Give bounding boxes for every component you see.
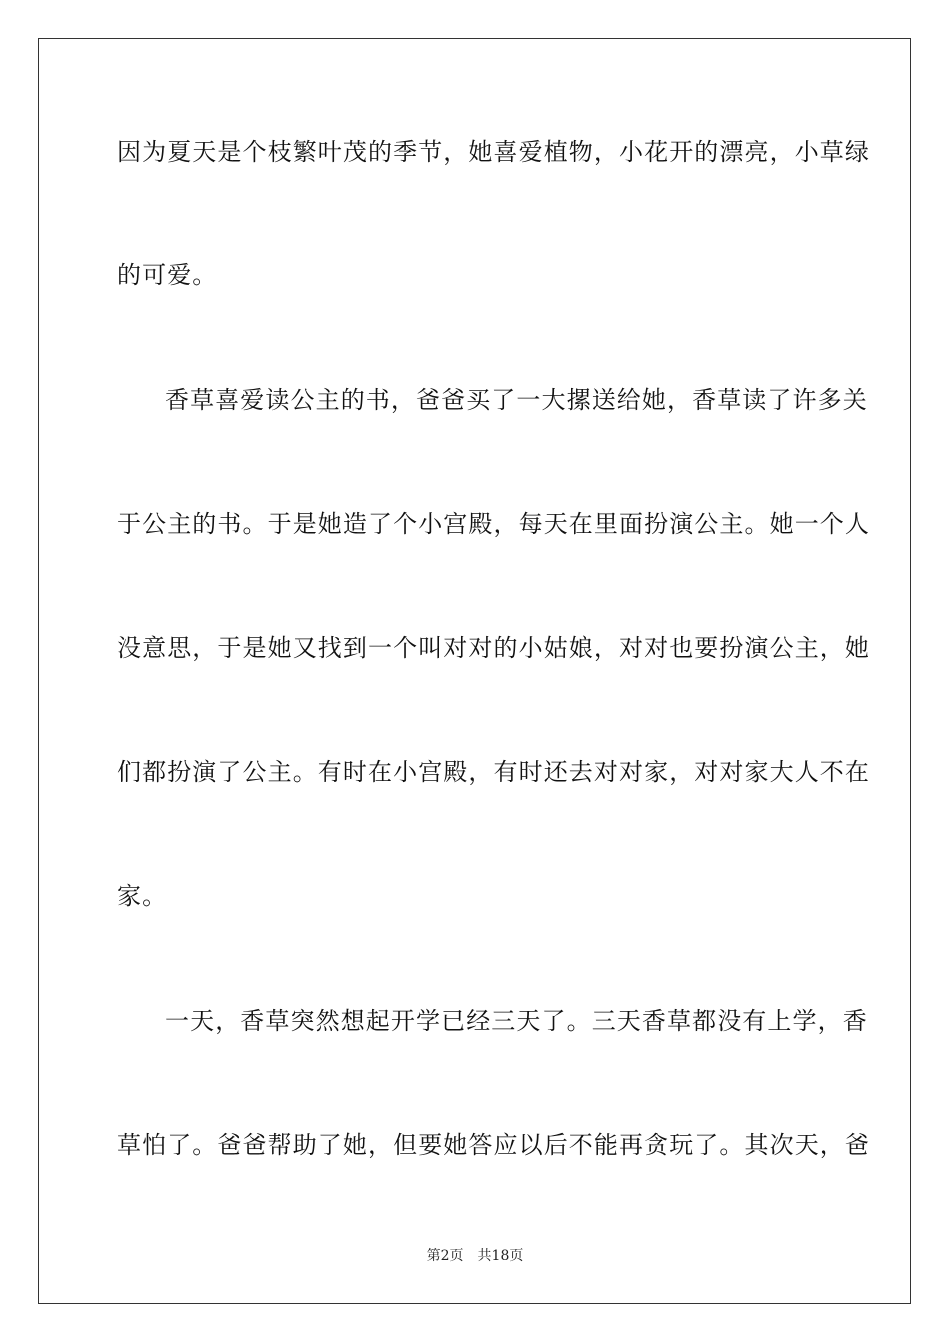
body-text-line: 因为夏天是个枝繁叶茂的季节，她喜爱植物，小花开的漂亮，小草绿	[117, 138, 870, 166]
body-text-line: 草怕了。爸爸帮助了她，但要她答应以后不能再贪玩了。其次天，爸	[117, 1131, 870, 1159]
body-text-line: 们都扮演了公主。有时在小宫殿，有时还去对对家，对对家大人不在	[117, 758, 870, 786]
body-text-line: 一天，香草突然想起开学已经三天了。三天香草都没有上学，香	[165, 1007, 868, 1035]
body-text-line: 家。	[117, 882, 168, 910]
body-text-line: 香草喜爱读公主的书，爸爸买了一大摞送给她，香草读了许多关	[165, 386, 868, 414]
page-number-footer: 第2页 共18页	[426, 1248, 524, 1264]
body-text-line: 没意思，于是她又找到一个叫对对的小姑娘，对对也要扮演公主，她	[117, 634, 870, 662]
body-text-line: 于公主的书。于是她造了个小宫殿，每天在里面扮演公主。她一个人	[117, 510, 870, 538]
body-text-line: 的可爱。	[117, 261, 218, 289]
page-border	[38, 38, 911, 1304]
